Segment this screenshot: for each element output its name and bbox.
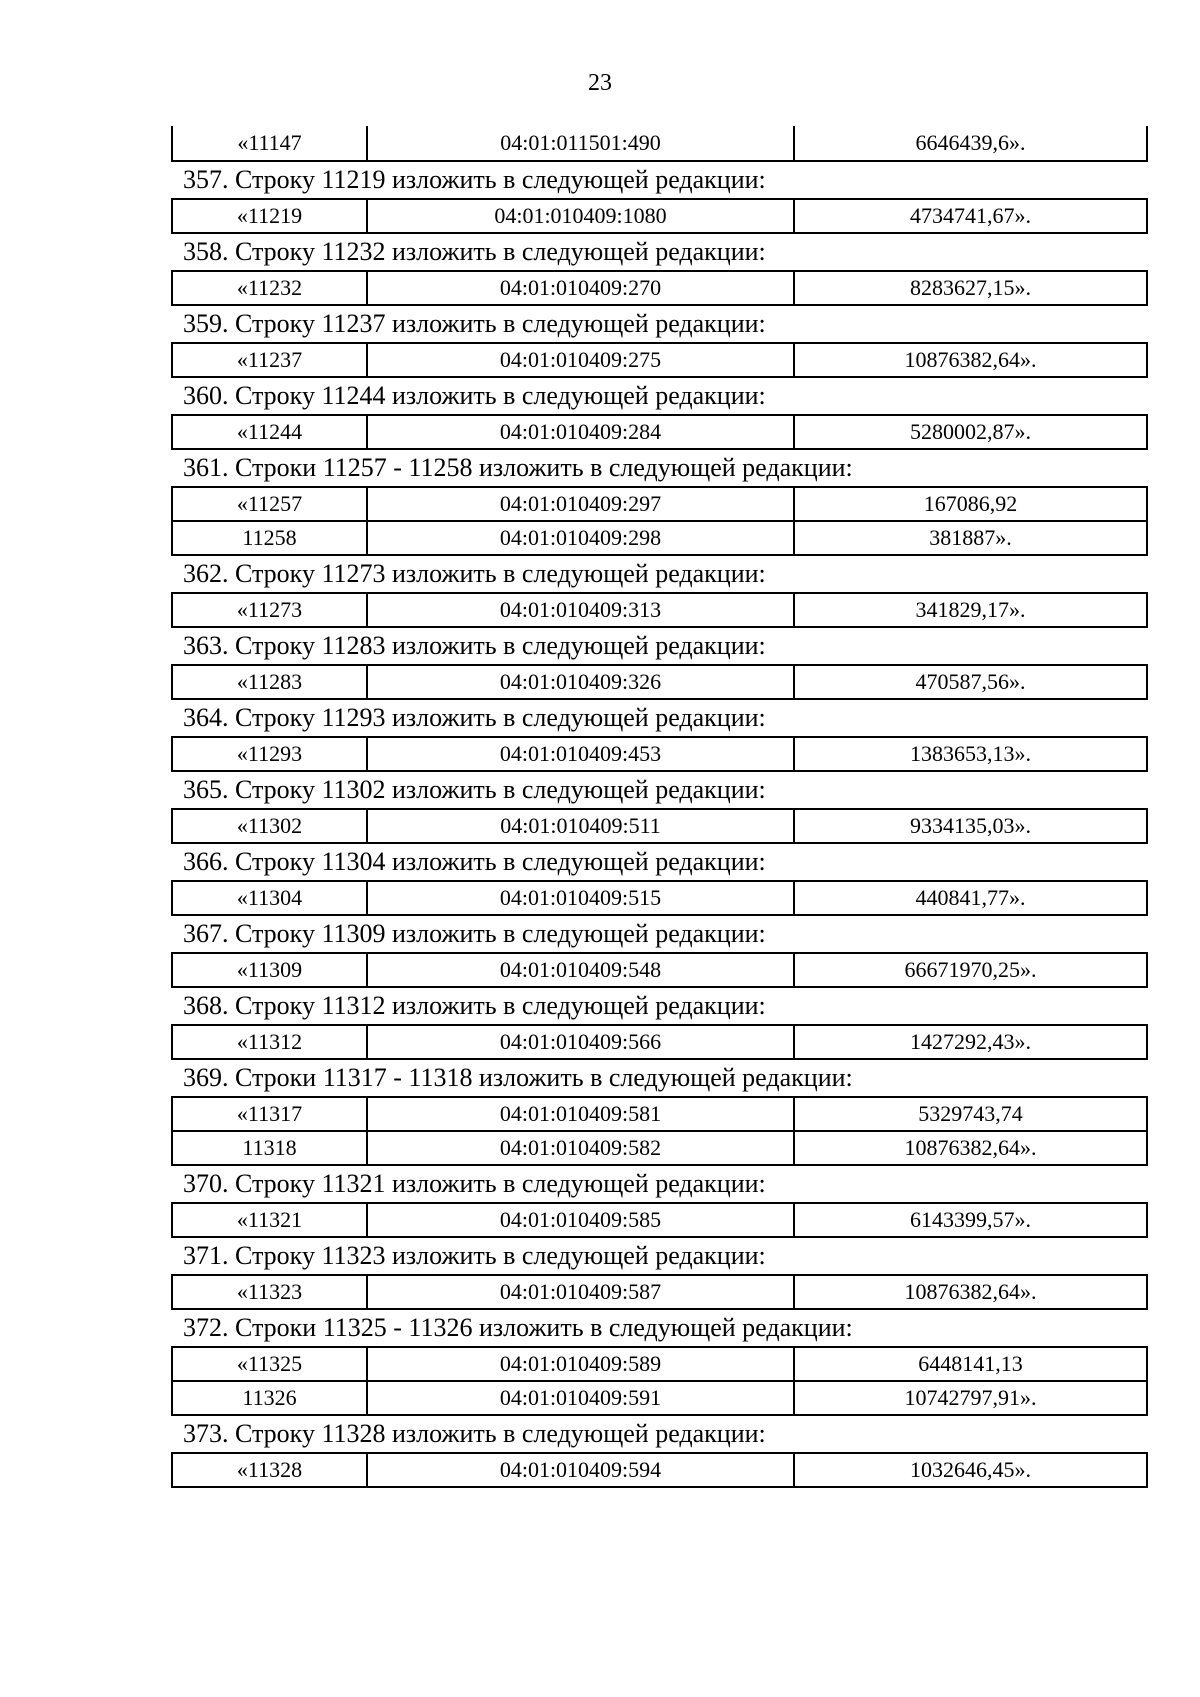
page-number: 23: [588, 70, 612, 96]
amendment-table: [171, 270, 1148, 306]
cadastral-value-cell: 1032646,45».: [794, 1453, 1147, 1487]
cadastral-value-cell: 1427292,43».: [794, 1025, 1147, 1059]
table-row: [172, 1025, 1147, 1059]
amendment-heading: 366. Строку 11304 изложить в следующей редакции:: [183, 847, 766, 876]
table-row: [172, 737, 1147, 771]
amendment-heading: 369. Строки 11317 - 11318 изложить в следующей редакции:: [183, 1063, 853, 1092]
cadastral-number-cell: 04:01:010409:587: [367, 1275, 794, 1309]
document-body: [171, 126, 1146, 1489]
table-row: [172, 1275, 1147, 1309]
cadastral-number-cell: 04:01:010409:1080: [367, 199, 794, 233]
table-row: [172, 487, 1147, 521]
table-row: [172, 809, 1147, 843]
amendment-heading: 361. Строки 11257 - 11258 изложить в следующей редакции:: [183, 453, 853, 482]
cadastral-number-cell: 04:01:011501:490: [367, 126, 794, 161]
cadastral-number-cell: 04:01:010409:585: [367, 1203, 794, 1237]
row-number-cell: 11258: [172, 521, 367, 555]
cadastral-value-cell: 8283627,15».: [794, 271, 1147, 305]
amendment-heading: 358. Строку 11232 изложить в следующей редакции:: [183, 237, 766, 266]
amendment-table: [171, 198, 1148, 234]
cadastral-value-cell: 10742797,91».: [794, 1381, 1147, 1415]
table-row: [172, 881, 1147, 915]
cadastral-number-cell: 04:01:010409:594: [367, 1453, 794, 1487]
amendment-heading: 364. Строку 11293 изложить в следующей редакции:: [183, 703, 766, 732]
amendment-table: [171, 664, 1148, 700]
table-row: [172, 1097, 1147, 1131]
amendment-table: [171, 126, 1148, 162]
amendment-table: [171, 486, 1148, 556]
cadastral-number-cell: 04:01:010409:453: [367, 737, 794, 771]
cadastral-number-cell: 04:01:010409:297: [367, 487, 794, 521]
amendment-heading: 359. Строку 11237 изложить в следующей редакции:: [183, 309, 766, 338]
cadastral-value-cell: 341829,17».: [794, 593, 1147, 627]
amendment-table: [171, 808, 1148, 844]
cadastral-value-cell: 10876382,64».: [794, 343, 1147, 377]
cadastral-number-cell: 04:01:010409:581: [367, 1097, 794, 1131]
amendment-heading: 372. Строки 11325 - 11326 изложить в следующей редакции:: [183, 1313, 853, 1342]
cadastral-number-cell: 04:01:010409:589: [367, 1347, 794, 1381]
row-number-cell: «11273: [172, 593, 367, 627]
row-number-cell: «11283: [172, 665, 367, 699]
table-row: [172, 1131, 1147, 1165]
cadastral-value-cell: 381887».: [794, 521, 1147, 555]
row-number-cell: «11244: [172, 415, 367, 449]
row-number-cell: «11317: [172, 1097, 367, 1131]
cadastral-value-cell: 6143399,57».: [794, 1203, 1147, 1237]
table-row: [172, 343, 1147, 377]
cadastral-number-cell: 04:01:010409:298: [367, 521, 794, 555]
amendment-heading: 368. Строку 11312 изложить в следующей редакции:: [183, 991, 766, 1020]
amendment-table: [171, 414, 1148, 450]
amendment-table: [171, 592, 1148, 628]
amendment-heading: 373. Строку 11328 изложить в следующей редакции:: [183, 1419, 766, 1448]
table-row: [172, 1453, 1147, 1487]
row-number-cell: 11326: [172, 1381, 367, 1415]
row-number-cell: «11328: [172, 1453, 367, 1487]
cadastral-value-cell: 440841,77».: [794, 881, 1147, 915]
cadastral-value-cell: 6448141,13: [794, 1347, 1147, 1381]
table-row: [172, 521, 1147, 555]
cadastral-value-cell: 167086,92: [794, 487, 1147, 521]
row-number-cell: «11321: [172, 1203, 367, 1237]
row-number-cell: «11304: [172, 881, 367, 915]
amendment-table: [171, 342, 1148, 378]
amendment-table: [171, 1452, 1148, 1488]
cadastral-value-cell: 6646439,6».: [794, 126, 1147, 161]
amendment-heading: 360. Строку 11244 изложить в следующей редакции:: [183, 381, 766, 410]
cadastral-number-cell: 04:01:010409:566: [367, 1025, 794, 1059]
table-row: [172, 665, 1147, 699]
amendment-table: [171, 1202, 1148, 1238]
table-row: [172, 593, 1147, 627]
amendment-table: [171, 1024, 1148, 1060]
cadastral-number-cell: 04:01:010409:582: [367, 1131, 794, 1165]
row-number-cell: «11323: [172, 1275, 367, 1309]
cadastral-number-cell: 04:01:010409:515: [367, 881, 794, 915]
table-row: [172, 1203, 1147, 1237]
amendment-table: [171, 1346, 1148, 1416]
table-row: [172, 1381, 1147, 1415]
table-row: [172, 271, 1147, 305]
cadastral-number-cell: 04:01:010409:326: [367, 665, 794, 699]
amendment-heading: 371. Строку 11323 изложить в следующей редакции:: [183, 1241, 766, 1270]
table-row: [172, 199, 1147, 233]
row-number-cell: «11312: [172, 1025, 367, 1059]
cadastral-value-cell: 4734741,67».: [794, 199, 1147, 233]
table-row: [172, 415, 1147, 449]
table-row: [172, 126, 1147, 161]
row-number-cell: «11302: [172, 809, 367, 843]
cadastral-number-cell: 04:01:010409:270: [367, 271, 794, 305]
amendment-heading: 370. Строку 11321 изложить в следующей редакции:: [183, 1169, 766, 1198]
row-number-cell: «11257: [172, 487, 367, 521]
row-number-cell: «11237: [172, 343, 367, 377]
cadastral-value-cell: 5329743,74: [794, 1097, 1147, 1131]
cadastral-value-cell: 470587,56».: [794, 665, 1147, 699]
cadastral-value-cell: 9334135,03».: [794, 809, 1147, 843]
cadastral-number-cell: 04:01:010409:313: [367, 593, 794, 627]
row-number-cell: «11232: [172, 271, 367, 305]
cadastral-number-cell: 04:01:010409:511: [367, 809, 794, 843]
amendment-heading: 363. Строку 11283 изложить в следующей редакции:: [183, 631, 766, 660]
cadastral-number-cell: 04:01:010409:591: [367, 1381, 794, 1415]
amendment-table: [171, 952, 1148, 988]
amendment-table: [171, 736, 1148, 772]
amendment-table: [171, 880, 1148, 916]
table-row: [172, 1347, 1147, 1381]
amendment-table: [171, 1274, 1148, 1310]
cadastral-value-cell: 10876382,64».: [794, 1131, 1147, 1165]
amendment-table: [171, 1096, 1148, 1166]
row-number-cell: «11219: [172, 199, 367, 233]
row-number-cell: 11318: [172, 1131, 367, 1165]
amendment-heading: 365. Строку 11302 изложить в следующей редакции:: [183, 775, 766, 804]
row-number-cell: «11293: [172, 737, 367, 771]
cadastral-value-cell: 66671970,25».: [794, 953, 1147, 987]
cadastral-value-cell: 5280002,87».: [794, 415, 1147, 449]
cadastral-number-cell: 04:01:010409:284: [367, 415, 794, 449]
amendment-heading: 362. Строку 11273 изложить в следующей редакции:: [183, 559, 766, 588]
cadastral-value-cell: 1383653,13».: [794, 737, 1147, 771]
amendment-heading: 367. Строку 11309 изложить в следующей редакции:: [183, 919, 766, 948]
amendment-heading: 357. Строку 11219 изложить в следующей редакции:: [183, 165, 766, 194]
cadastral-number-cell: 04:01:010409:548: [367, 953, 794, 987]
table-row: [172, 953, 1147, 987]
row-number-cell: «11147: [172, 126, 367, 161]
row-number-cell: «11325: [172, 1347, 367, 1381]
row-number-cell: «11309: [172, 953, 367, 987]
cadastral-number-cell: 04:01:010409:275: [367, 343, 794, 377]
cadastral-value-cell: 10876382,64».: [794, 1275, 1147, 1309]
